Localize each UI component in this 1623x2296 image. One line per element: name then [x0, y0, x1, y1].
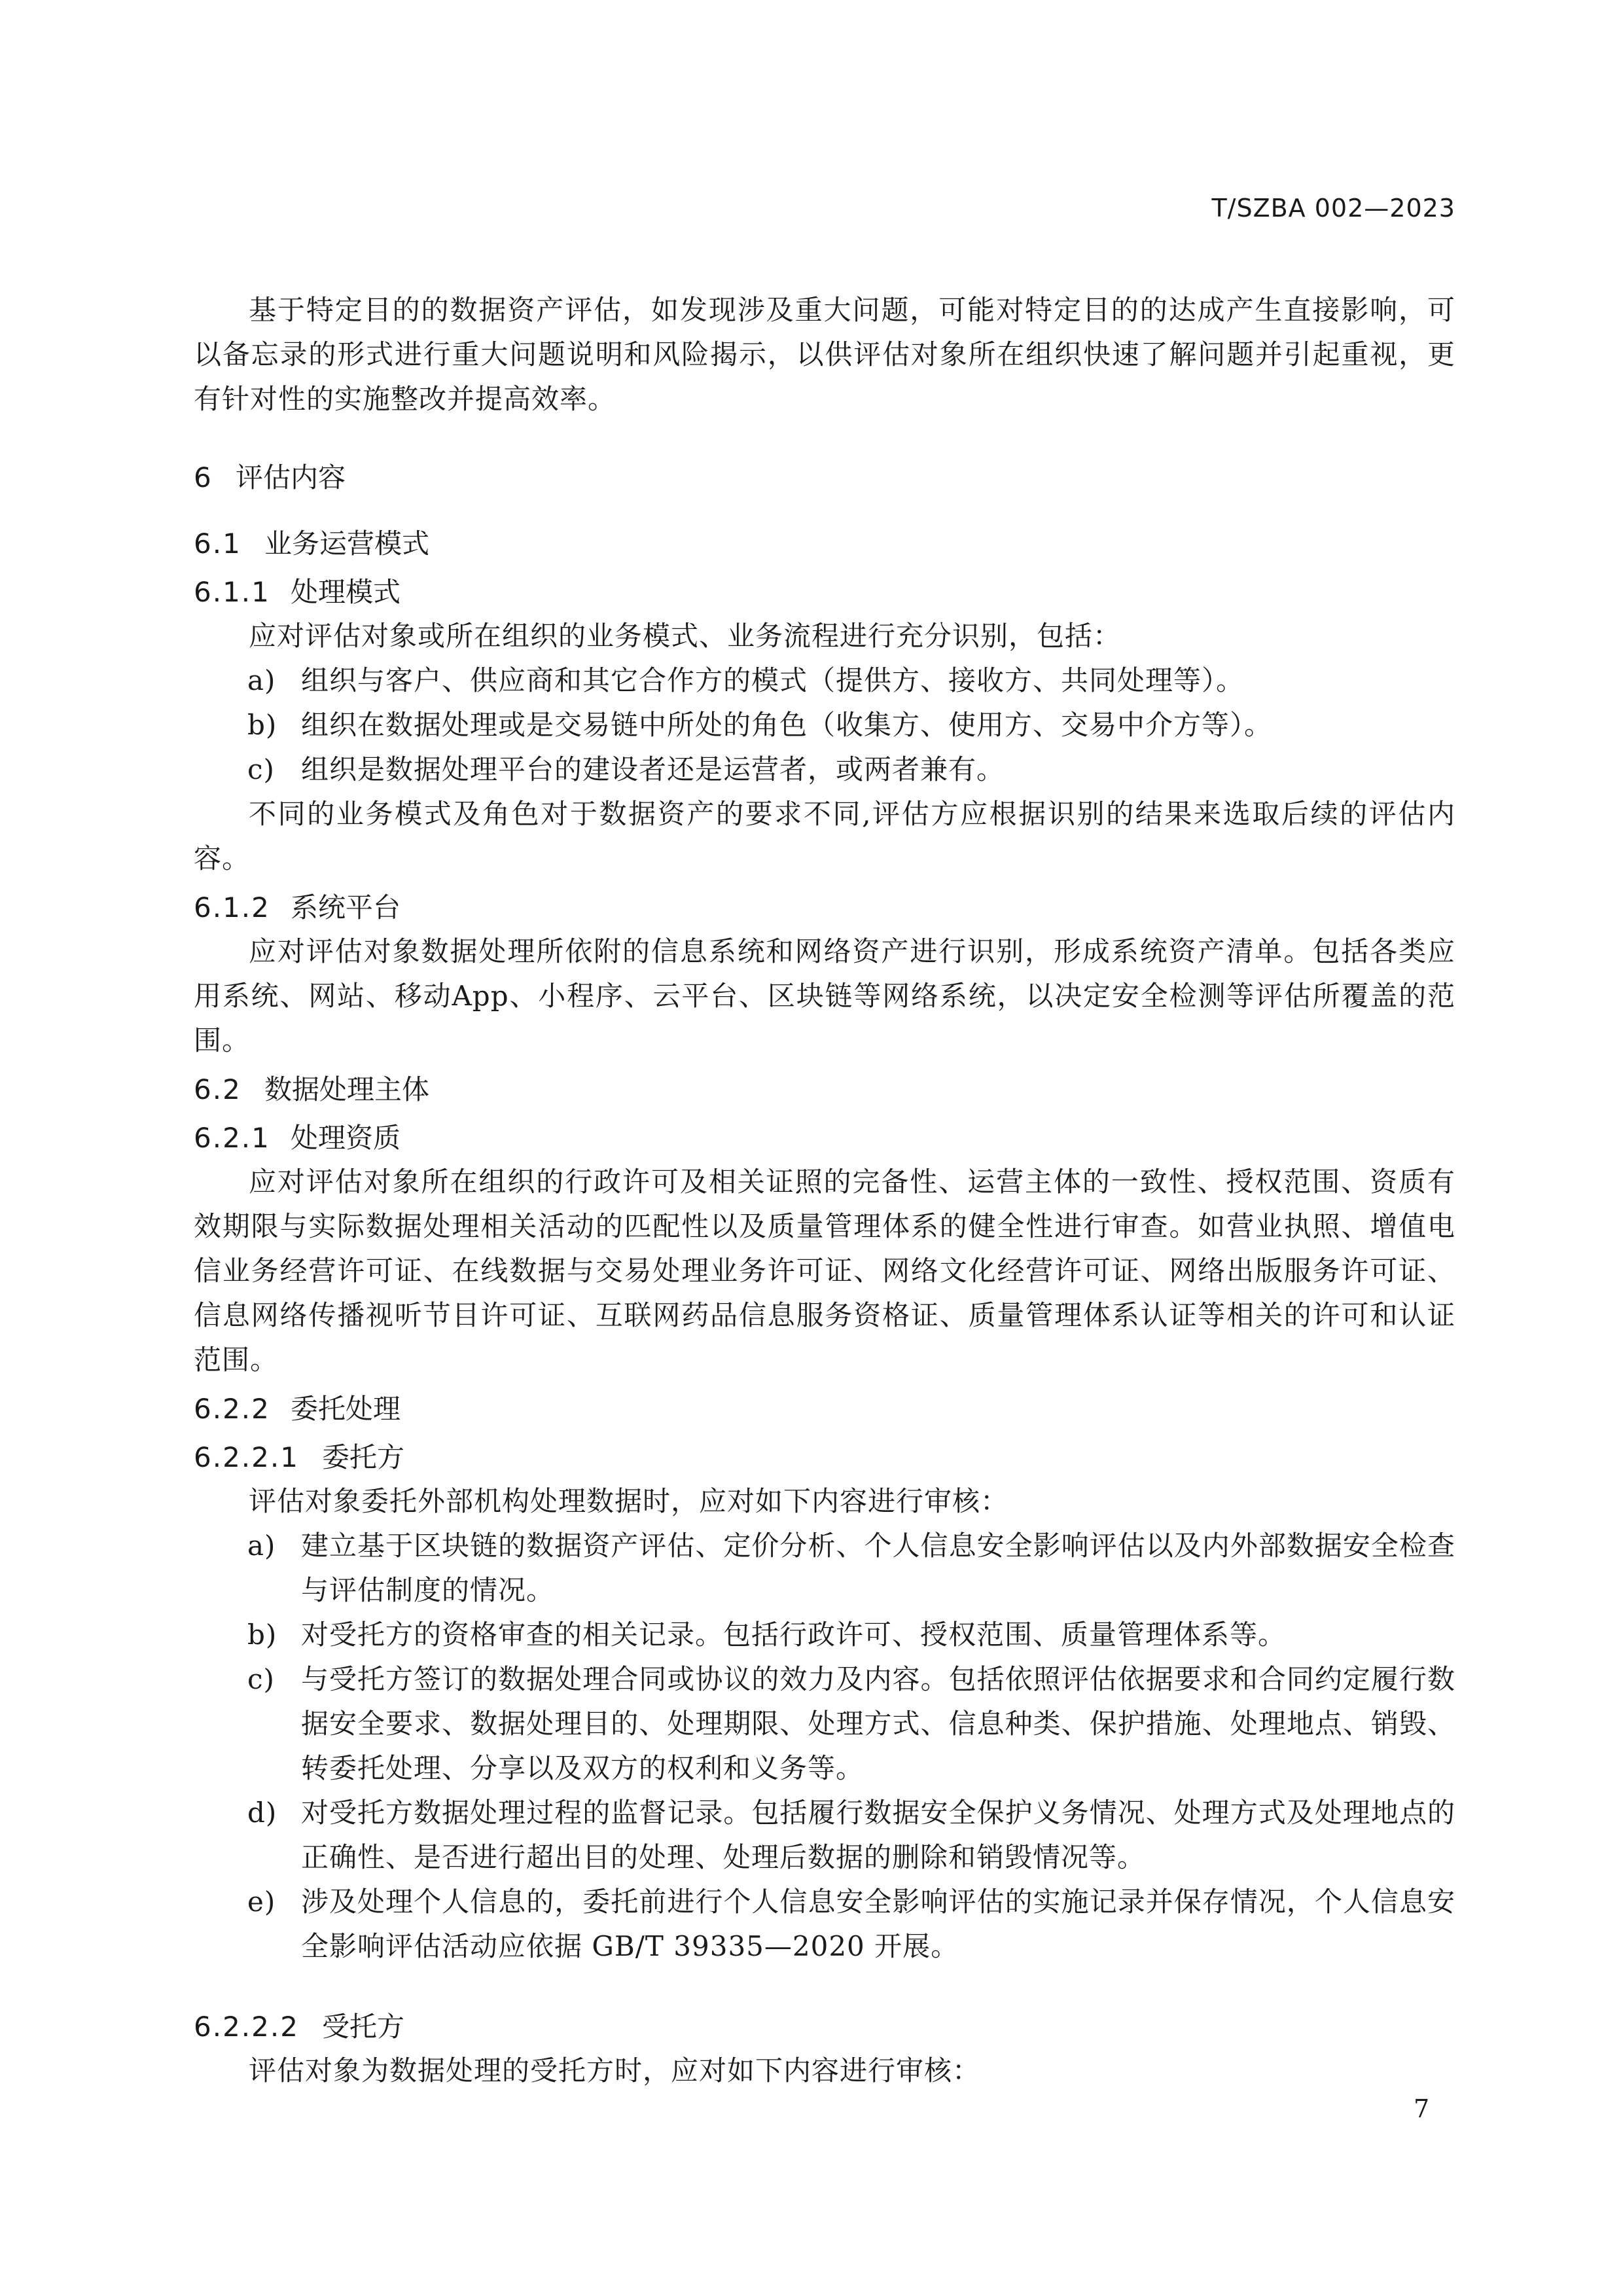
processing-mode-intro: 应对评估对象或所在组织的业务模式、业务流程进行充分识别，包括： — [249, 620, 1122, 652]
list-text: 组织在数据处理或是交易链中所处的角色（收集方、使用方、交易中介方等）。 — [301, 709, 1273, 741]
list-item — [194, 1524, 1455, 1613]
section-title: 数据处理主体 — [264, 1073, 430, 1105]
section-title: 委托方 — [322, 1441, 405, 1473]
list-item — [194, 1657, 1455, 1791]
section-title: 处理资质 — [291, 1122, 401, 1154]
section-6-2-1-heading — [194, 1117, 1455, 1160]
section-6-2-2-2-heading — [194, 2005, 1455, 2049]
section-6-2-2-heading — [194, 1388, 1455, 1431]
section-title: 受托方 — [322, 2011, 405, 2043]
list-text: 建立基于区块链的数据资产评估、定价分析、个人信息安全影响评估以及内外部数据安全检查与评估制度的情况。 — [301, 1530, 1455, 1606]
list-text: 组织与客户、供应商和其它合作方的模式（提供方、接收方、共同处理等）。 — [301, 664, 1245, 696]
section-number: 6.1.2 — [194, 891, 270, 924]
section-title: 处理模式 — [291, 576, 401, 608]
section-number: 6.2.2.1 — [194, 1441, 299, 1473]
list-item — [194, 1880, 1455, 1969]
list-item — [194, 1791, 1455, 1880]
list-marker: b) — [247, 709, 277, 741]
section-6-2-2-1-heading — [194, 1436, 1455, 1479]
entrusting-party-intro: 评估对象委托外部机构处理数据时，应对如下内容进行审核： — [249, 1485, 1009, 1517]
spacer — [194, 1969, 1455, 2000]
section-number: 6.2.2 — [194, 1393, 270, 1425]
processing-mode-outro: 不同的业务模式及角色对于数据资产的要求不同,评估方应根据识别的结果来选取后续的评估内容。 — [194, 798, 1455, 874]
section-number: 6.2.2.2 — [194, 2011, 299, 2043]
section-title: 评估内容 — [236, 461, 346, 493]
section-title: 业务运营模式 — [264, 528, 430, 560]
list-marker: c) — [247, 753, 275, 785]
intro-paragraph: 基于特定目的的数据资产评估，如发现涉及重大问题，可能对特定目的的达成产生直接影响，可以备忘录的形式进行重大问题说明和风险揭示，以供评估对象所在组织快速了解问题并引起重视，更有针对性的实施整改并提高效率。 — [194, 294, 1455, 415]
section-6-1-heading — [194, 522, 1455, 565]
list-text: 对受托方的资格审查的相关记录。包括行政许可、授权范围、质量管理体系等。 — [301, 1619, 1287, 1651]
list-marker: c) — [247, 1663, 275, 1695]
qualification-paragraph: 应对评估对象所在组织的行政许可及相关证照的完备性、运营主体的一致性、授权范围、资质有效期限与实际数据处理相关活动的匹配性以及质量管理体系的健全性进行审查。如营业执照、增值电信业务经营许可证、在线数据与交易处理业务许可证、网络文化经营许可证、网络出版服务许可证、信息网络传播视听节目许可证、互联网药品信息服务资格证、质量管理体系认证等相关的许可和认证范围。 — [194, 1166, 1455, 1376]
section-number: 6 — [194, 461, 213, 493]
list-item — [194, 658, 1455, 703]
section-title: 委托处理 — [291, 1393, 401, 1425]
section-number: 6.1 — [194, 528, 241, 560]
list-marker: d) — [247, 1797, 277, 1829]
section-number: 6.2 — [194, 1073, 241, 1105]
list-text: 对受托方数据处理过程的监督记录。包括履行数据安全保护义务情况、处理方式及处理地点的正确性、是否进行超出目的处理、处理后数据的删除和销毁情况等。 — [301, 1797, 1455, 1873]
section-6-1-2-heading — [194, 886, 1455, 929]
section-title: 系统平台 — [291, 891, 401, 924]
section-number: 6.1.1 — [194, 576, 270, 608]
list-marker: a) — [247, 664, 276, 696]
section-number: 6.2.1 — [194, 1122, 270, 1154]
section-6-1-1-heading — [194, 571, 1455, 614]
list-marker: a) — [247, 1530, 276, 1562]
document-code: T/SZBA 002—2023 — [1211, 194, 1455, 223]
list-item — [194, 747, 1455, 792]
section-6-2-heading — [194, 1068, 1455, 1111]
section-6-heading — [194, 458, 1455, 497]
entrusted-party-intro: 评估对象为数据处理的受托方时，应对如下内容进行审核： — [249, 2054, 981, 2087]
page-number: 7 — [1414, 2094, 1430, 2123]
list-text: 涉及处理个人信息的，委托前进行个人信息安全影响评估的实施记录并保存情况，个人信息安全影响评估活动应依据 GB/T 39335—2020 开展。 — [301, 1886, 1455, 1962]
system-platform-paragraph: 应对评估对象数据处理所依附的信息系统和网络资产进行识别，形成系统资产清单。包括各类应用系统、网站、移动App、小程序、云平台、区块链等网络系统，以决定安全检测等评估所覆盖的范围。 — [194, 935, 1455, 1056]
list-text: 组织是数据处理平台的建设者还是运营者，或两者兼有。 — [301, 753, 1005, 785]
list-item — [194, 1613, 1455, 1657]
list-item — [194, 703, 1455, 747]
page-content — [194, 288, 1455, 2093]
list-marker: b) — [247, 1619, 277, 1651]
list-text: 与受托方签订的数据处理合同或协议的效力及内容。包括依照评估依据要求和合同约定履行数据安全要求、数据处理目的、处理期限、处理方式、信息种类、保护措施、处理地点、销毁、转委托处理、分享以及双方的权利和义务等。 — [301, 1663, 1455, 1784]
list-marker: e) — [247, 1886, 276, 1918]
